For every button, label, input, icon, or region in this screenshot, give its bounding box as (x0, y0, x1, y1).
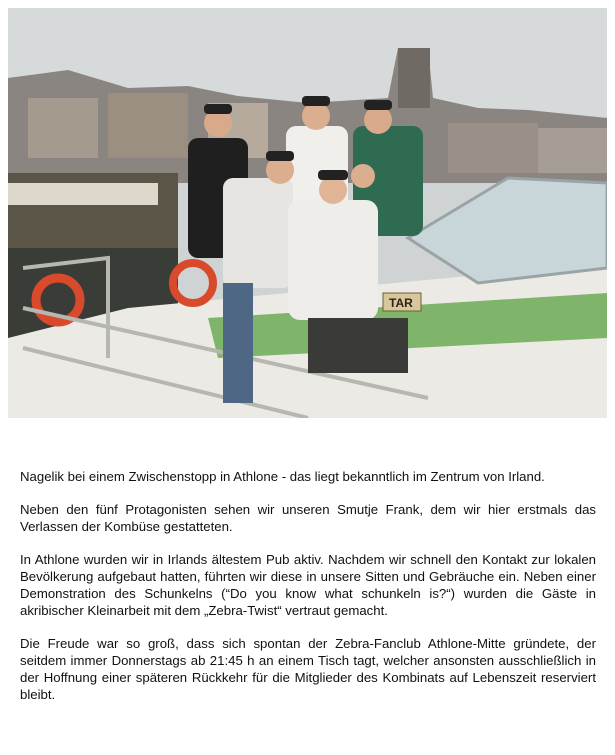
caption-text (20, 468, 596, 719)
caption-paragraph-4: Die Freude war so groß, dass sich spontan der Zebra-Fanclub Athlone-Mitte gründete, der seitdem immer Donnerstags ab 21:45 h an einem Tisch tagt, welcher ansonsten ausschließlich in der Hoffnung einer späteren Rückkehr für die Mitglieder des Kombinats auf Lebenszeit reserviert bleibt. (20, 636, 596, 702)
boat-sign-text: TAR (389, 296, 413, 310)
caption-paragraph-3: In Athlone wurden wir in Irlands ältestem Pub aktiv. Nachdem wir schnell den Kontakt zur lokalen Bevölkerung aufgebaut hatten, führten wir diese in unsere Sitten und Gebräuche ein. Neben einer Demonstration des Schunkelns (“Do you know what schunkeln is?“) wurden die Gäste in akribischer Kleinarbeit mit dem „Zebra-Twist“ vertraut gemacht. (20, 552, 596, 618)
boat-photo-illustration (8, 8, 607, 418)
caption-paragraph-2: Neben den fünf Protagonisten sehen wir unseren Smutje Frank, dem wir hier erstmals das Verlassen der Kombüse gestatteten. (20, 502, 596, 534)
group-photo (8, 8, 607, 418)
caption-paragraph-1: Nagelik bei einem Zwischenstopp in Athlone - das liegt bekanntlich im Zentrum von Irland. (20, 469, 545, 484)
